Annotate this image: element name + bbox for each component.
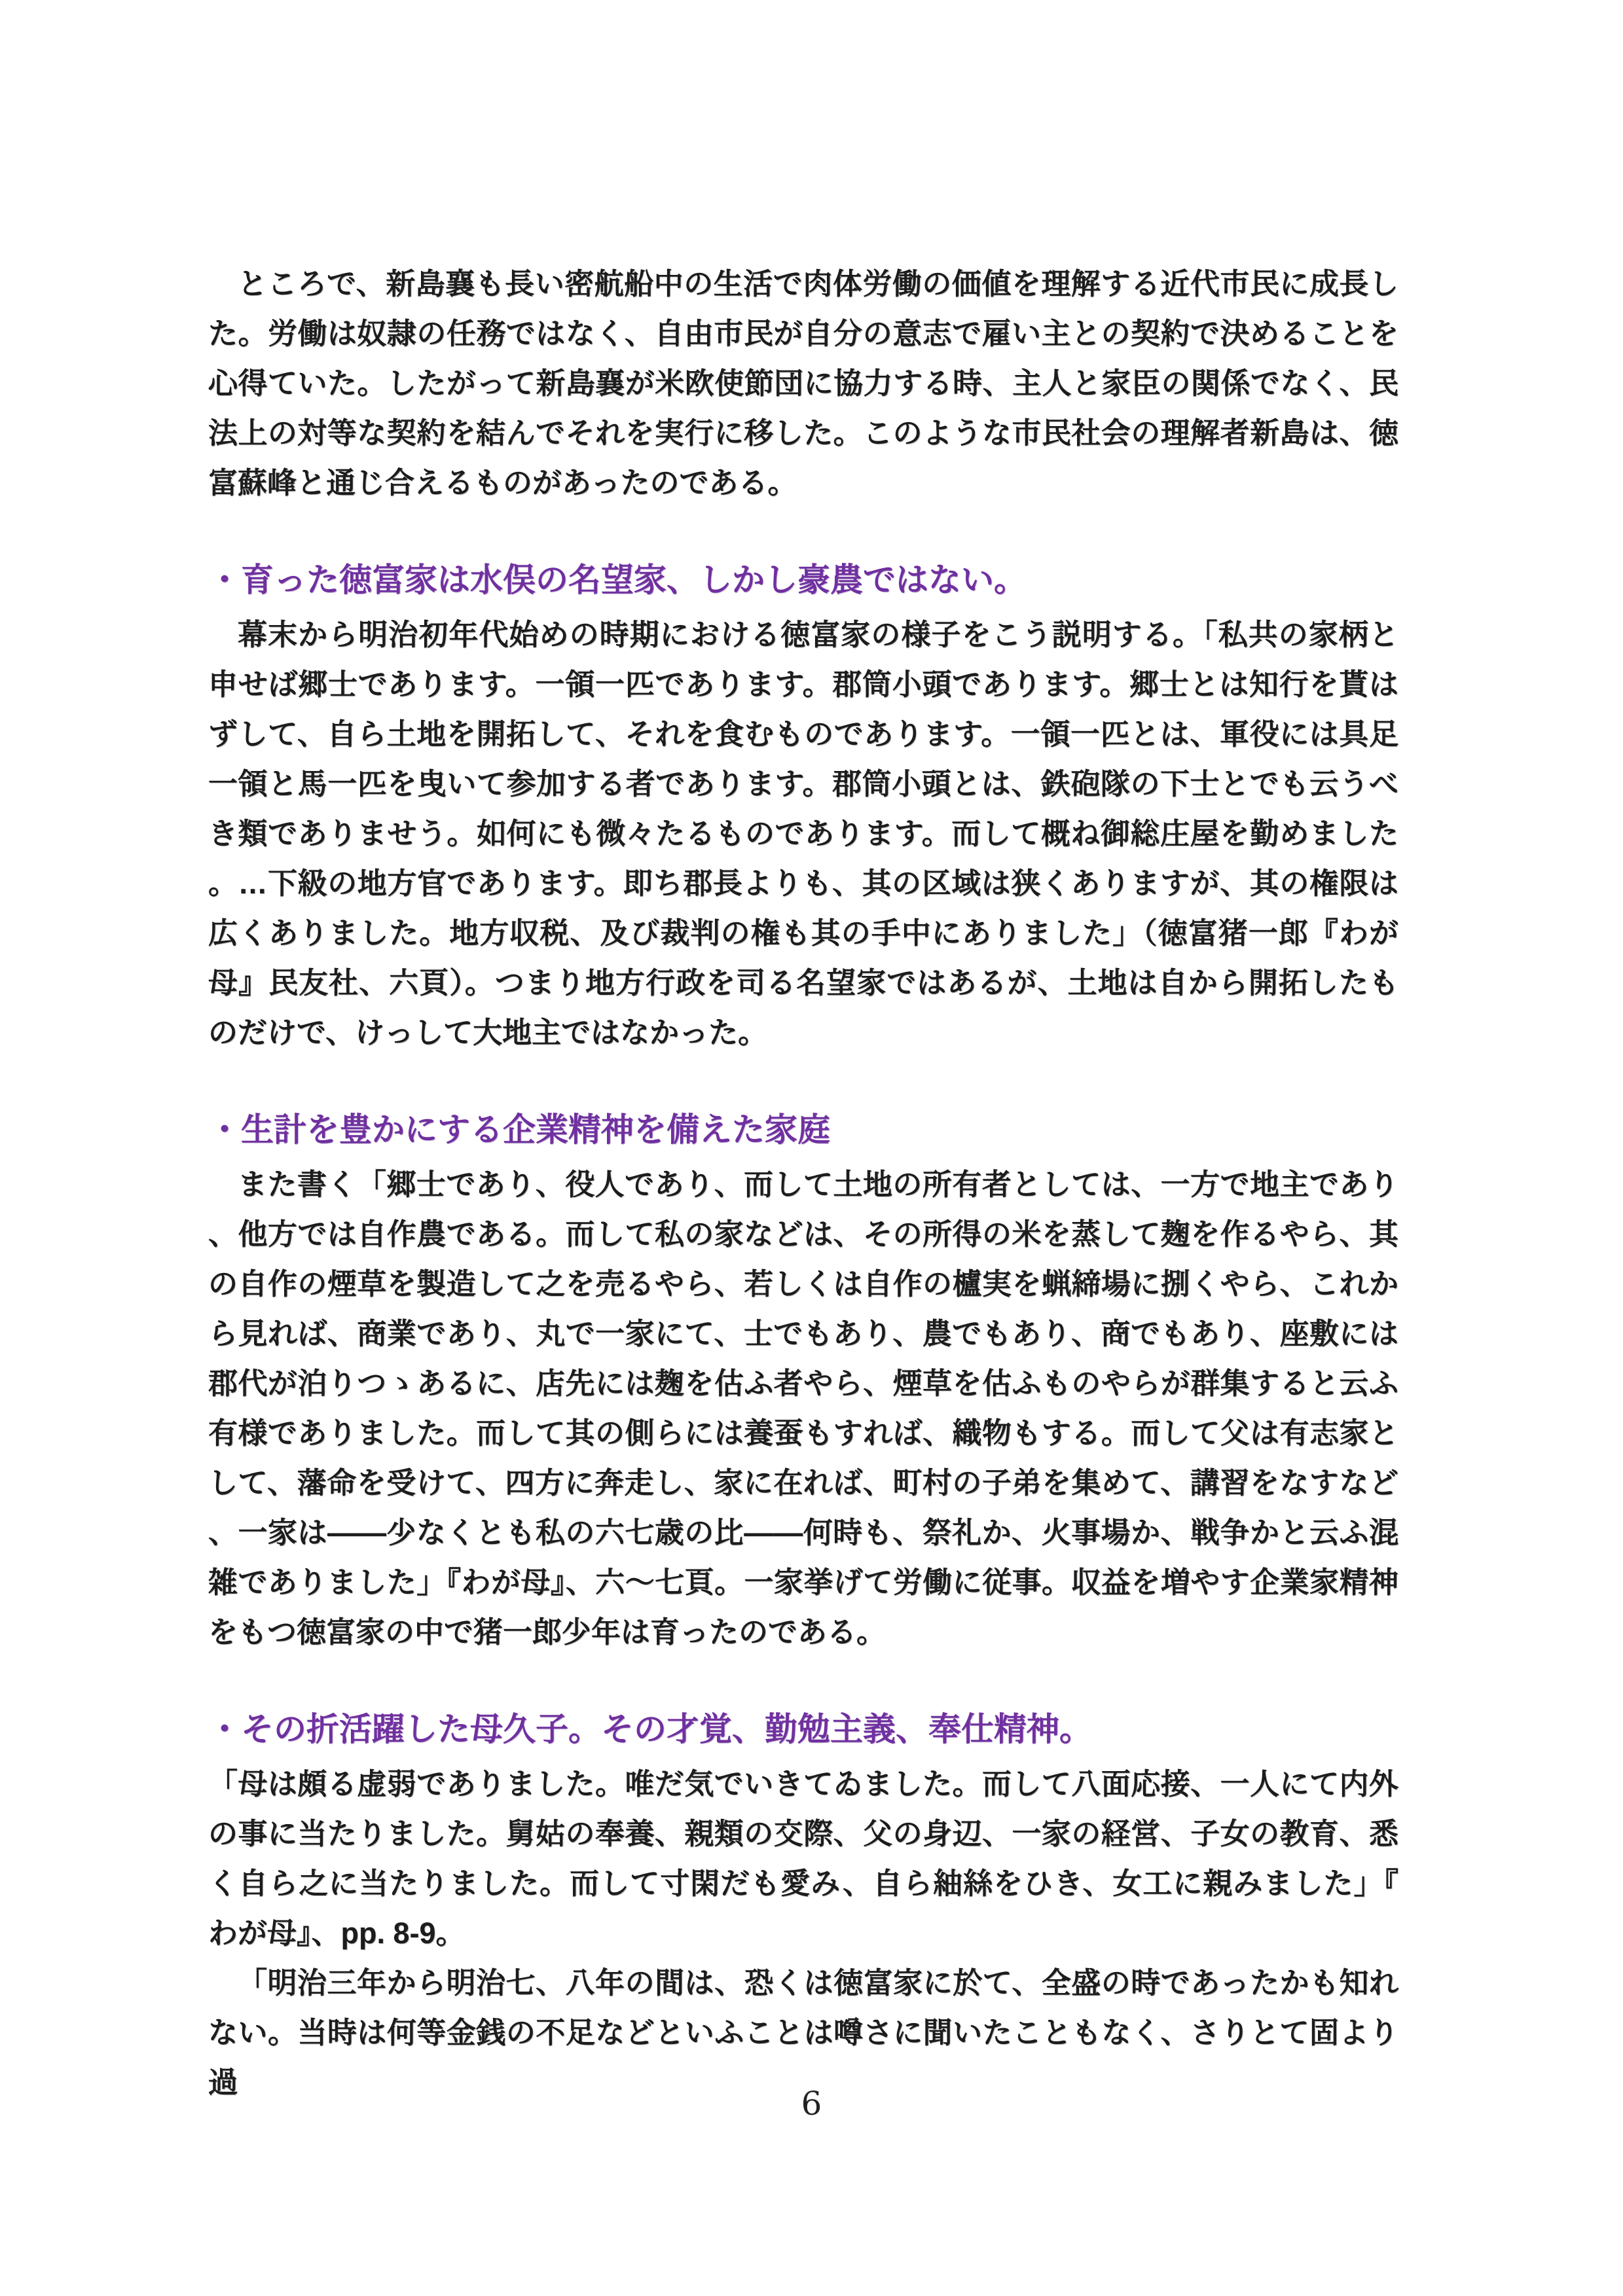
section-heading-enterprise-spirit: ・生計を豊かにする企業精神を備えた家庭 [208, 1111, 830, 1148]
body-paragraph-goushi-description: 幕末から明治初年代始めの時期における徳富家の様子をこう説明する。「私共の家柄と申せば郷士であります。一領一匹であります。郡筒小頭であります。郷士とは知行を貰はずして、自ら土地を開拓して、それを食むものであります。一領一匹とは、軍役には具足一領と馬一匹を曳いて参加する者であります。郡筒小頭とは、鉄砲隊の下士とでも云うべき類でありませう。如何にも微々たるものであります。而して概ね御総庄屋を勤めました。…下級の地方官であります。即ち郡長よりも、其の区域は狭くありますが、其の権限は広くありました。地方収税、及び裁判の権も其の手中にありました」（徳富猪一郎『わが母』民友社、六頁）。つまり地方行政を司る名望家ではあるが、土地は自から開拓したものだけで、けっして大地主ではなかった。 [208, 618, 1398, 1049]
section-heading-tokutomi-family: ・育った徳富家は水俣の名望家、しかし豪農ではない。 [208, 562, 1027, 598]
body-paragraph-meiji-years: 「明治三年から明治七、八年の間は、恐くは徳富家に於て、全盛の時であったかも知れない。当時は何等金銭の不足などといふことは噂さに聞いたこともなく、さりとて固より過 [208, 1966, 1398, 2099]
page-number: 6 [801, 2085, 822, 2123]
section-heading-mother-hisako: ・その折活躍した母久子。その才覚、勤勉主義、奉仕精神。 [208, 1711, 1092, 1748]
body-paragraph-mother-quote: 「母は頗る虚弱でありました。唯だ気でいきてゐました。而して八面応接、一人にて内外の事に当たりました。舅姑の奉養、親類の交際、父の身辺、一家の経営、子女の教育、悉く自ら之に当たりました。而して寸閑だも愛み、自ら紬絲をひき、女工に親みました」『わが母』、pp. 8-9。 [208, 1767, 1398, 1950]
body-paragraph-family-business: また書く「郷士であり、役人であり、而して土地の所有者としては、一方で地主であり、他方では自作農である。而して私の家などは、その所得の米を蒸して麹を作るやら、其の自作の煙草を製造して之を売るやら、若しくは自作の櫨実を蝋締場に捌くやら、これから見れば、商業であり、丸で一家にて、士でもあり、農でもあり、商でもあり、座敷には郡代が泊りつゝあるに、店先には麹を估ふ者やら、煙草を估ふものやらが群集すると云ふ有様でありました。而して其の側らには養蚕もすれば、織物もする。而して父は有志家として、藩命を受けて、四方に奔走し、家に在れば、町村の子弟を集めて、講習をなすなど、一家は——少なくとも私の六七歳の比——何時も、祭礼か、火事場か、戦争かと云ふ混雑でありました」『わが母』、六〜七頁。一家挙げて労働に従事。収益を増やす企業家精神をもつ徳富家の中で猪一郎少年は育ったのである。 [208, 1168, 1398, 1649]
text-column [208, 259, 1398, 2108]
body-paragraph-intro-niijima: ところで、新島襄も長い密航船中の生活で肉体労働の価値を理解する近代市民に成長した。労働は奴隷の任務ではなく、自由市民が自分の意志で雇い主との契約で決めることを心得ていた。したがって新島襄が米欧使節団に協力する時、主人と家臣の関係でなく、民法上の対等な契約を結んでそれを実行に移した。このような市民社会の理解者新島は、徳富蘇峰と通じ合えるものがあったのである。 [208, 267, 1398, 499]
